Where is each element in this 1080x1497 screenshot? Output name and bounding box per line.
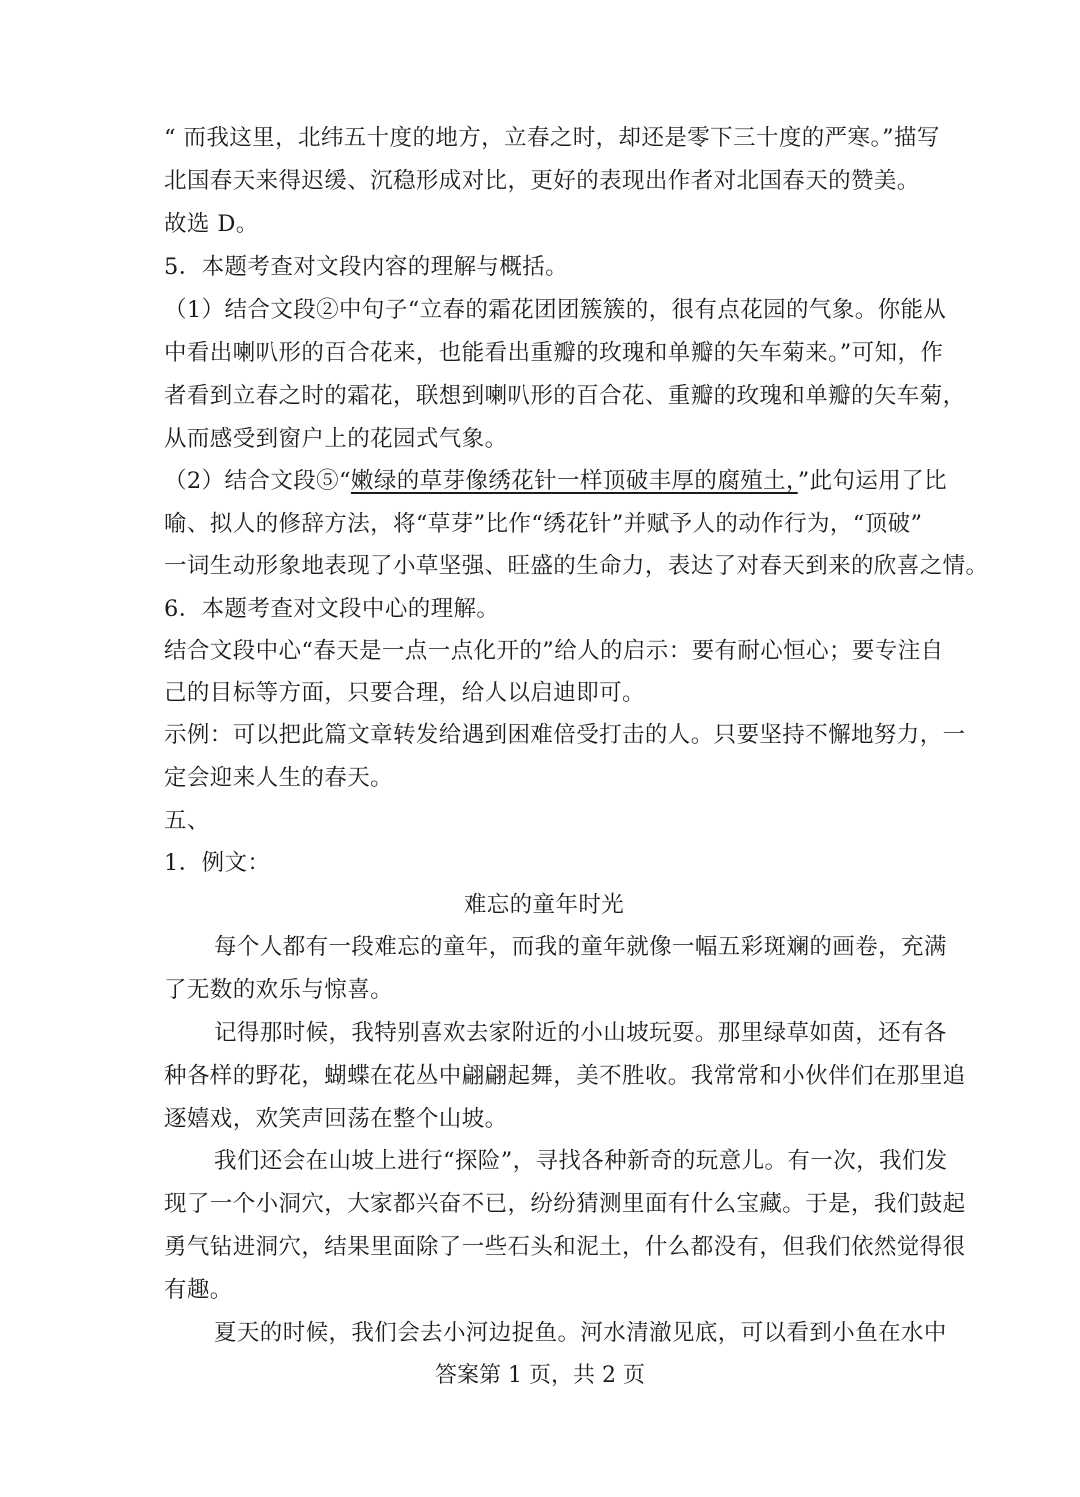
question-heading: 5．本题考查对文段内容的理解与概括。 — [164, 254, 569, 280]
page-footer: 答案第 1 页，共 2 页 — [435, 1363, 645, 1388]
essay-line: 夏天的时候，我们会去小河边捉鱼。河水清澈见底，可以看到小鱼在水中 — [214, 1320, 947, 1346]
text-line: 中看出喇叭形的百合花来，也能看出重瓣的玫瑰和单瓣的矢车菊来。”可知，作 — [164, 340, 944, 366]
essay-line: 了无数的欢乐与惊喜。 — [164, 977, 394, 1003]
text-line: 从而感受到窗户上的花园式气象。 — [164, 426, 508, 452]
text-line: 北国春天来得迟缓、沉稳形成对比，更好的表现出作者对北国春天的赞美。 — [164, 168, 920, 194]
text-line: 定会迎来人生的春天。 — [164, 765, 394, 791]
text-line: 己的目标等方面，只要合理，给人以启迪即可。 — [164, 680, 645, 706]
essay-title: 难忘的童年时光 — [463, 892, 625, 918]
text-line: “ 而我这里，北纬五十度的地方，立春之时，却还是零下三十度的严寒。”描写 — [164, 125, 940, 151]
text-line — [164, 466, 947, 496]
essay-line: 有趣。 — [164, 1277, 233, 1303]
text-line: 结合文段中心“春天是一点一点化开的”给人的启示：要有耐心恒心；要专注自 — [164, 638, 944, 664]
text-line: 者看到立春之时的霜花，联想到喇叭形的百合花、重瓣的玫瑰和单瓣的矢车菊， — [164, 383, 966, 409]
text-line: 一词生动形象地表现了小草坚强、旺盛的生命力，表达了对春天到来的欣喜之情。 — [164, 553, 989, 579]
question-heading: 1．例文： — [164, 850, 271, 876]
question-heading: 6．本题考查对文段中心的理解。 — [164, 596, 500, 622]
essay-line: 现了一个小洞穴，大家都兴奋不已，纷纷猜测里面有什么宝藏。于是，我们鼓起 — [164, 1191, 966, 1217]
text-line: （1）结合文段②中句子“立春的霜花团团簇簇的，很有点花园的气象。你能从 — [164, 297, 947, 323]
text-line: 故选 D。 — [164, 211, 259, 237]
essay-line: 我们还会在山坡上进行“探险”，寻找各种新奇的玩意儿。有一次，我们发 — [214, 1148, 948, 1174]
underlined-quote: 嫩绿的草芽像绣花针一样顶破丰厚的腐殖土， — [350, 468, 798, 494]
essay-line: 逐嬉戏，欢笑声回荡在整个山坡。 — [164, 1106, 508, 1132]
essay-line: 记得那时候，我特别喜欢去家附近的小山坡玩耍。那里绿草如茵，还有各 — [214, 1020, 947, 1046]
essay-line: 勇气钻进洞穴，结果里面除了一些石头和泥土，什么都没有，但我们依然觉得很 — [164, 1234, 966, 1260]
text-line: 示例：可以把此篇文章转发给遇到困难倍受打击的人。只要坚持不懈地努力，一 — [164, 722, 966, 748]
text-line: 喻、拟人的修辞方法，将“草芽”比作“绣花针”并赋予人的动作行为，“顶破” — [164, 511, 923, 537]
essay-line: 每个人都有一段难忘的童年，而我的童年就像一幅五彩斑斓的画卷，充满 — [214, 934, 947, 960]
text-segment: ”此句运用了比 — [797, 468, 947, 494]
section-heading: 五、 — [164, 808, 210, 834]
essay-line: 种各样的野花，蝴蝶在花丛中翩翩起舞，美不胜收。我常常和小伙伴们在那里追 — [164, 1063, 966, 1089]
text-segment: （2）结合文段⑤“ — [164, 468, 351, 494]
